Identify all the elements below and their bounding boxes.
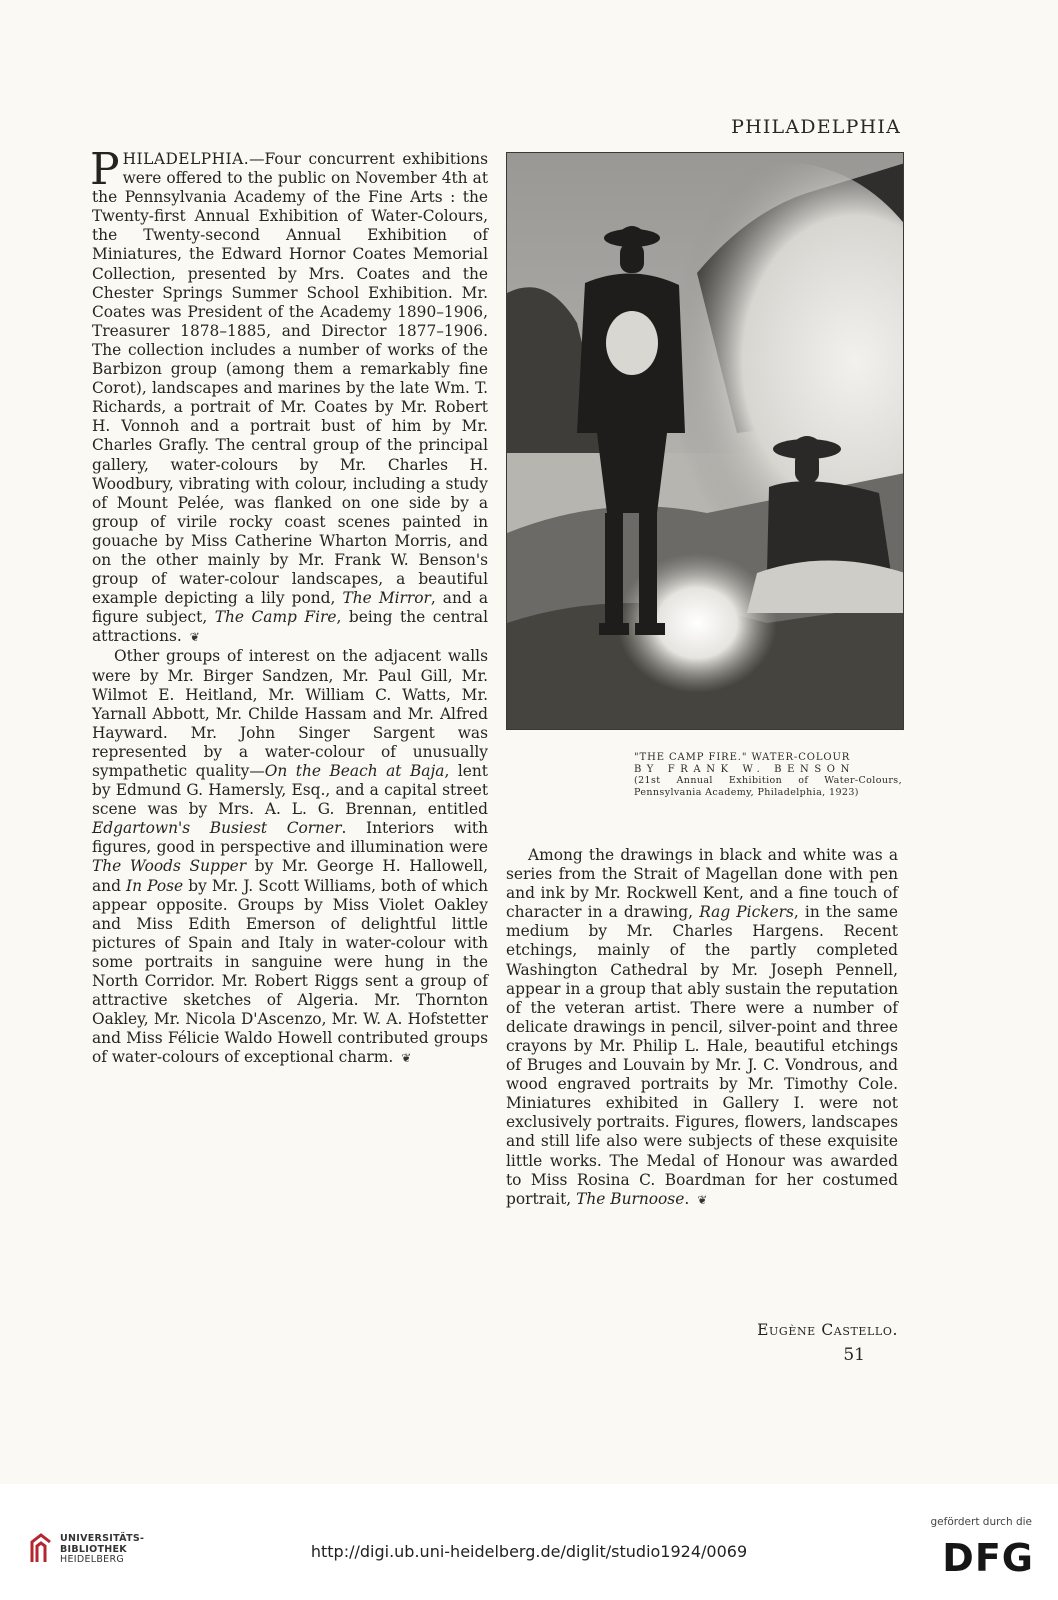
paragraph-text: , lent by Edmund G. Hamersly, Esq., and a capital street scene was by Mrs. A. L. G. Brennan, entitled xyxy=(92,762,488,819)
uni-line-2: BIBLIOTHEK xyxy=(60,1543,127,1555)
leaf-ornament-icon: ❦ xyxy=(697,1192,708,1207)
artwork-title: The Mirror xyxy=(342,589,431,608)
leaf-ornament-icon: ❦ xyxy=(189,630,200,645)
left-column xyxy=(90,144,489,1069)
paragraph-text: by Mr. J. Scott Williams, both of which appear opposite. Groups by Miss Violet Oakley and Miss Edith Emerson of delightful little pictures of Spain and Italy in water-colour with some portraits in sanguine were hung in the North Corridor. Mr. Robert Riggs sent a group of attractive sketches of Algeria. Mr. Thornton Oakley, Mr. Nicola D'Ascenzo, Mr. W. A. Hofstetter and Miss Félicie Waldo Howell contributed groups of water-colours of exceptional charm. xyxy=(92,876,489,1067)
running-head: PHILADELPHIA xyxy=(731,116,901,138)
uni-line-3: HEIDELBERG xyxy=(60,1554,125,1565)
sponsor-label: gefördert durch die xyxy=(930,1516,1032,1528)
artwork-title: The Woods Supper xyxy=(92,857,247,876)
camp-fire-painting-icon xyxy=(507,153,904,730)
paragraph-2 xyxy=(92,647,488,1068)
caption-note: (21st Annual Exhibition of Water-Colours, Pennsylvania Academy, Philadelphia, 1923) xyxy=(634,775,902,798)
paragraph-text: . Interiors with figures, good in perspective and illumination were xyxy=(92,819,488,857)
caption-title: "THE CAMP FIRE." WATER-COLOUR xyxy=(634,752,851,763)
artwork-title: The Camp Fire xyxy=(214,608,337,627)
leaf-ornament-icon: ❦ xyxy=(401,1051,412,1066)
paragraph-text: . xyxy=(684,1189,690,1208)
caption-artist: BY FRANK W. BENSON xyxy=(634,763,855,775)
paragraph-text: —Four concurrent exhibitions were offered to the public on November 4th at the Pennsylvania Academy of the Fine Arts : the Twenty-first Annual Exhibition of Water-Colours, the Twenty-second Annual Exhibition of Miniatures, the Edward Hornor Coates Memorial Collection, presented by Mrs. Coates and the Chester Springs Summer School Exhibition. Mr. Coates was President of the Academy 1890–1906, Treasurer 1878–1885, and Director 1877–1906. The collection includes a number of works of the Barbizon group (among them a remarkably fine Corot), landscapes and marines by the late Wm. T. Richards, a portrait of Mr. Coates by Mr. Robert H. Vonnoh and a portrait bust of him by Mr. Charles Grafly. The central group of the principal gallery, water-colours by Mr. Charles H. Woodbury, vibrating with colour, including a study of Mount Pelée, was flanked on one side by a group of virile rocky coast scenes painted in gouache by Miss Catherine Wharton Morris, and on the other mainly by Mr. Frank W. Benson's group of water-colour landscapes, a beautiful example depicting a lily pond, xyxy=(92,150,488,608)
paragraph-text: , and a figure subject, xyxy=(92,589,488,627)
artwork-title: In Pose xyxy=(126,876,184,895)
paragraph-text: by Mr. George H. Hallowell, and xyxy=(92,857,488,895)
lead-word: HILADELPHIA. xyxy=(122,150,250,168)
figure-caption xyxy=(634,752,902,798)
author-signature: Eugène Castello. xyxy=(757,1321,898,1339)
paragraph-3 xyxy=(506,846,898,1210)
artwork-title: Rag Pickers xyxy=(699,903,794,922)
dfg-logo[interactable]: DFG xyxy=(942,1536,1034,1580)
paragraph-text: Other groups of interest on the adjacent walls were by Mr. Birger Sandzen, Mr. Paul Gill, Mr. Wilmot E. Heitland, Mr. William C. Watts, Mr. Yarnall Abbott, Mr. Childe Hassam and Mr. Alfred Hayward. Mr. John Singer Sargent was represented by a water-colour of unusually sympathetic quality— xyxy=(92,647,488,780)
footer-url-link[interactable]: http://digi.ub.uni-heidelberg.de/diglit/studio1924/0069 xyxy=(310,1542,748,1561)
paragraph-text: , in the same medium by Mr. Charles Hargens. Recent etchings, mainly of the partly completed Washington Cathedral by Mr. Joseph Pennell, appear in a group that ably sustain the reputation of the veteran artist. There were a number of delicate drawings in pencil, silver-point and three crayons by Mr. Philip L. Hale, beautiful etchings of Bruges and Louvain by Mr. J. C. Vondrous, and wood engraved portraits by Mr. Timothy Cole. Miniatures exhibited in Gallery I. were not exclusively portraits. Figures, flowers, landscapes and still life also were subjects of these exquisite little works. The Medal of Honour was awarded to Miss Rosina C. Boardman for her costumed portrait, xyxy=(506,903,899,1208)
paragraph-text: , being the central attractions. xyxy=(92,608,488,646)
artwork-title: Edgartown's Busiest Corner xyxy=(92,819,342,838)
uni-line-1: UNIVERSITÄTS- xyxy=(60,1533,145,1544)
artwork-title: The Burnoose xyxy=(576,1189,685,1208)
camp-fire-illustration xyxy=(506,152,904,730)
paragraph-text: Among the drawings in black and white was a series from the Strait of Magellan done with pen and ink by Mr. Rockwell Kent, and a fine touch of character in a drawing, xyxy=(506,846,898,922)
artwork-title: On the Beach at Baja xyxy=(264,762,445,780)
drop-cap: P xyxy=(90,144,120,195)
right-column xyxy=(506,846,898,1210)
page-number: 51 xyxy=(843,1345,865,1365)
paragraph-1 xyxy=(90,144,488,647)
